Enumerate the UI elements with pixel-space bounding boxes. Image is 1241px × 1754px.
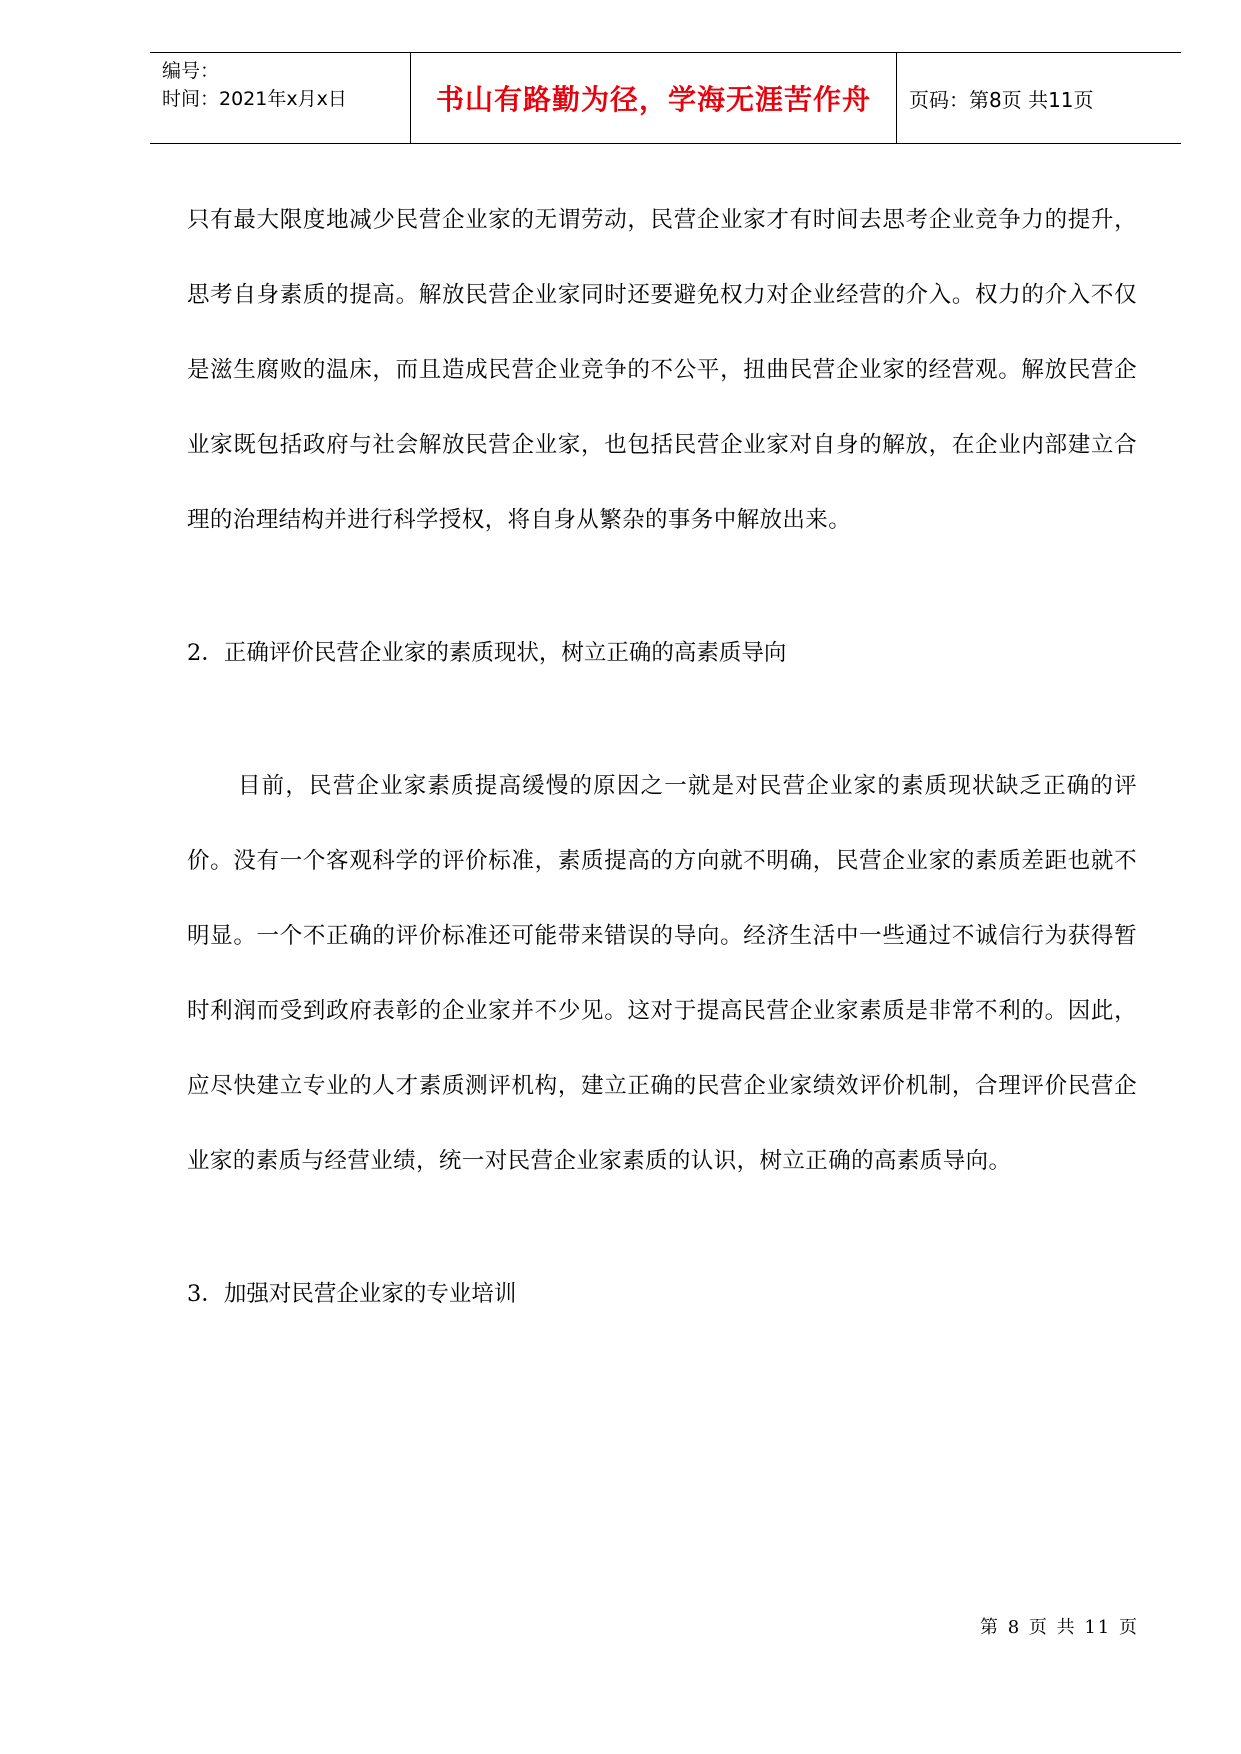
section-heading-3: 3．加强对民营企业家的专业培训: [187, 1281, 517, 1307]
document-body: [187, 183, 1137, 1332]
time-label: 时间：2021年x月x日: [162, 88, 347, 110]
header-page-info: [897, 53, 1181, 143]
section-heading-2: 2．正确评价民营企业家的素质现状，树立正确的高素质导向: [187, 640, 787, 666]
header-motto: [411, 53, 897, 143]
page-footer: 第 8 页 共 11 页: [980, 1617, 1139, 1638]
paragraph-2: 目前，民营企业家素质提高缓慢的原因之一就是对民营企业家的素质现状缺乏正确的评价。没有一个客观科学的评价标准，素质提高的方向就不明确，民营企业家的素质差距也就不明显。一个不正确的评价标准还可能带来错误的导向。经济生活中一些通过不诚信行为获得暂时利润而受到政府表彰的企业家并不少见。这对于提高民营企业家素质是非常不利的。因此，应尽快建立专业的人才素质测评机构，建立正确的民营企业家绩效评价机制，合理评价民营企业家的素质与经营业绩，统一对民营企业家素质的认识，树立正确的高素质导向。: [187, 773, 1137, 1174]
page-number-label: 页码：第8页 共11页: [909, 87, 1094, 112]
header-meta: [150, 53, 411, 143]
paragraph-1: 只有最大限度地减少民营企业家的无谓劳动，民营企业家才有时间去思考企业竞争力的提升，思考自身素质的提高。解放民营企业家同时还要避免权力对企业经营的介入。权力的介入不仅是滋生腐败的温床，而且造成民营企业竞争的不公平，扭曲民营企业家的经营观。解放民营企业家既包括政府与社会解放民营企业家，也包括民营企业家对自身的解放，在企业内部建立合理的治理结构并进行科学授权，将自身从繁杂的事务中解放出来。: [187, 207, 1137, 533]
page-header: [150, 52, 1181, 144]
motto-text: 书山有路勤为径，学海无涯苦作舟: [435, 83, 871, 116]
number-label: 编号：: [162, 60, 220, 82]
